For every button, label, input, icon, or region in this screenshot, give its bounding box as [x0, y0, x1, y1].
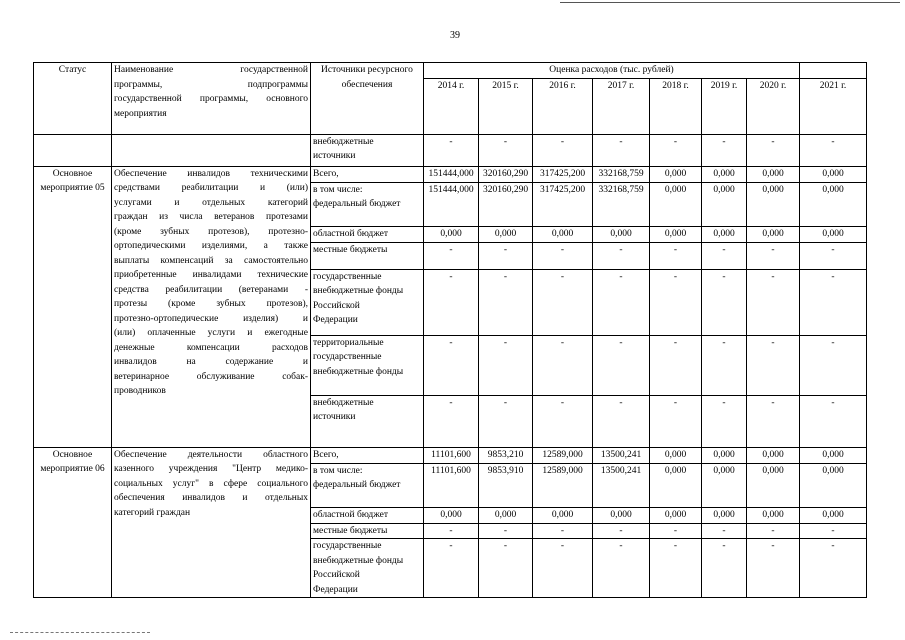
value-cell: -	[650, 134, 702, 166]
status-line: мероприятие 06	[40, 464, 105, 474]
value-cell: -	[533, 269, 593, 335]
name-line: ортопедическими изделиями, а также	[114, 241, 308, 251]
name-line: категорий граждан	[114, 507, 191, 518]
header-name-line: программы, подпрограммы	[114, 79, 308, 90]
name-line: денежные компенсации расходов	[114, 342, 308, 353]
value-cell: -	[479, 395, 533, 447]
source-line: источники	[313, 412, 356, 422]
bottom-rule	[10, 632, 150, 633]
source-cell	[311, 463, 424, 507]
value-cell: -	[593, 395, 650, 447]
value-cell: -	[424, 523, 479, 539]
value-cell: -	[424, 269, 479, 335]
value-cell: -	[747, 242, 800, 269]
value-cell: 0,000	[424, 226, 479, 242]
header-estimate: Оценка расходов (тыс. рублей)	[424, 63, 800, 79]
value-cell: 11101,600	[424, 463, 479, 507]
value-cell: 0,000	[702, 226, 747, 242]
value-cell: -	[747, 335, 800, 395]
source-line: государственные	[313, 541, 382, 551]
source-line: Федерации	[313, 584, 358, 595]
year-cell: 2014 г.	[424, 78, 479, 134]
value-cell: 0,000	[747, 166, 800, 182]
header-name	[112, 63, 311, 135]
value-cell: 0,000	[800, 182, 867, 226]
value-cell: 0,000	[747, 182, 800, 226]
source-line: внебюджетные фонды	[313, 286, 404, 296]
budget-table	[33, 62, 867, 598]
source-line: Всего,	[313, 449, 339, 460]
name-line: ветеринарное обслуживание собак-	[114, 371, 308, 382]
name-line: социальных услуг" в сфере социального	[114, 478, 308, 489]
source-line: внебюджетные	[313, 397, 374, 408]
value-cell: 0,000	[650, 226, 702, 242]
page-number: 39	[450, 30, 460, 41]
value-cell: -	[533, 395, 593, 447]
source-line: внебюджетные фонды	[313, 555, 404, 566]
header-source-line: обеспечения	[341, 79, 393, 90]
value-cell: -	[650, 242, 702, 269]
value-cell: -	[479, 539, 533, 598]
value-cell: 0,000	[650, 447, 702, 463]
year-cell: 2018 г.	[650, 78, 702, 134]
value-cell: -	[702, 269, 747, 335]
value-cell: -	[533, 523, 593, 539]
year-cell: 2020 г.	[747, 78, 800, 134]
name-line: протезно-ортопедические изделия) и	[114, 313, 308, 324]
header-row	[34, 63, 867, 79]
source-cell	[311, 539, 424, 598]
source-cell	[311, 134, 424, 166]
value-cell: -	[702, 242, 747, 269]
source-line: областной бюджет	[313, 509, 389, 520]
name-line: граждан из числа ветеранов протезами	[114, 212, 308, 222]
value-cell: -	[747, 269, 800, 335]
name-line: услугами и отдельных категорий	[114, 197, 308, 208]
value-cell: 0,000	[800, 463, 867, 507]
value-cell: 0,000	[702, 447, 747, 463]
value-cell: 0,000	[650, 182, 702, 226]
source-line: источники	[313, 151, 356, 161]
year-cell: 2016 г.	[533, 78, 593, 134]
value-cell: 317425,200	[533, 166, 593, 182]
source-cell	[311, 166, 424, 182]
value-cell: -	[650, 335, 702, 395]
source-line: Всего,	[313, 168, 339, 179]
header-name-line: Наименование государственной	[114, 65, 308, 75]
source-line: Федерации	[313, 315, 358, 325]
name-line: Обеспечение деятельности областного	[114, 449, 308, 460]
name-line: (или) оплаченные услуги и ежегодные	[114, 328, 308, 338]
value-cell: -	[533, 242, 593, 269]
year-cell: 2015 г.	[479, 78, 533, 134]
source-line: государственные	[313, 352, 382, 362]
source-line: местные бюджеты	[313, 525, 388, 536]
value-cell: -	[650, 395, 702, 447]
value-cell: 9853,910	[479, 463, 533, 507]
source-line: Российской	[313, 300, 360, 311]
value-cell: 0,000	[747, 507, 800, 523]
value-cell: -	[702, 335, 747, 395]
source-cell	[311, 507, 424, 523]
value-cell: 0,000	[650, 507, 702, 523]
header-status: Статус	[34, 63, 112, 135]
value-cell: 151444,000	[424, 182, 479, 226]
source-line: внебюджетные фонды	[313, 366, 404, 377]
header-source	[311, 63, 424, 135]
value-cell: 0,000	[702, 182, 747, 226]
name-line: приобретенные инвалидами технические	[114, 270, 308, 280]
source-cell	[311, 269, 424, 335]
value-cell: 0,000	[533, 507, 593, 523]
source-line: местные бюджеты	[313, 244, 388, 255]
name-line: средствами реабилитации и (или)	[114, 183, 308, 193]
name-line: протезы (кроме зубных протезов),	[114, 299, 308, 309]
value-cell: 13500,241	[593, 463, 650, 507]
table-row	[34, 166, 867, 182]
value-cell: -	[650, 523, 702, 539]
value-cell: -	[650, 539, 702, 598]
value-cell: -	[800, 134, 867, 166]
name-line: выплаты компенсаций за самостоятельно	[114, 255, 308, 266]
value-cell: -	[533, 335, 593, 395]
value-cell: 151444,000	[424, 166, 479, 182]
source-line: внебюджетные	[313, 136, 374, 147]
status-line: мероприятие 05	[40, 183, 105, 193]
name-line: Обеспечение инвалидов техническими	[114, 168, 308, 179]
value-cell: -	[593, 134, 650, 166]
value-cell: -	[593, 242, 650, 269]
source-line: федеральный бюджет	[313, 480, 401, 490]
value-cell: 0,000	[479, 507, 533, 523]
name-line: проводников	[114, 386, 166, 396]
value-cell: -	[702, 134, 747, 166]
name-cell	[112, 447, 311, 598]
value-cell: -	[747, 134, 800, 166]
value-cell: -	[800, 269, 867, 335]
value-cell: 0,000	[800, 447, 867, 463]
value-cell: 0,000	[650, 463, 702, 507]
status-line: Основное	[52, 449, 93, 460]
source-line: в том числе:	[313, 184, 363, 195]
value-cell: 12589,000	[533, 447, 593, 463]
value-cell: -	[479, 523, 533, 539]
source-cell	[311, 447, 424, 463]
value-cell: -	[424, 242, 479, 269]
value-cell: 332168,759	[593, 182, 650, 226]
value-cell: 0,000	[702, 463, 747, 507]
year-cell: 2017 г.	[593, 78, 650, 134]
value-cell: 0,000	[702, 166, 747, 182]
value-cell: 0,000	[533, 226, 593, 242]
source-cell	[311, 523, 424, 539]
value-cell: 0,000	[702, 507, 747, 523]
value-cell: -	[702, 539, 747, 598]
value-cell: 0,000	[650, 166, 702, 182]
value-cell: 12589,000	[533, 463, 593, 507]
value-cell: -	[702, 395, 747, 447]
source-line: федеральный бюджет	[313, 199, 401, 209]
value-cell: -	[479, 269, 533, 335]
status-cell	[34, 447, 112, 598]
name-cell	[112, 166, 311, 447]
value-cell: 9853,210	[479, 447, 533, 463]
source-line: Российской	[313, 570, 360, 580]
source-line: государственные	[313, 271, 382, 282]
table-body	[34, 63, 867, 598]
source-cell	[311, 395, 424, 447]
value-cell: -	[800, 523, 867, 539]
name-line: (кроме зубных протезов), протезно-	[114, 226, 308, 237]
value-cell: -	[533, 539, 593, 598]
value-cell: -	[702, 523, 747, 539]
value-cell: -	[800, 335, 867, 395]
value-cell: 0,000	[800, 166, 867, 182]
source-line: территориальные	[313, 337, 384, 348]
value-cell: -	[424, 395, 479, 447]
source-cell	[311, 335, 424, 395]
name-line: обеспечения инвалидов и отдельных	[114, 493, 308, 503]
value-cell: -	[424, 134, 479, 166]
value-cell: -	[424, 539, 479, 598]
value-cell: 0,000	[593, 226, 650, 242]
value-cell: -	[593, 523, 650, 539]
value-cell: 332168,759	[593, 166, 650, 182]
status-cell	[34, 134, 112, 166]
header-blank	[800, 63, 867, 79]
source-cell	[311, 242, 424, 269]
value-cell: -	[479, 335, 533, 395]
value-cell: 0,000	[747, 226, 800, 242]
table-row	[34, 447, 867, 463]
header-name-line: государственной программы, основного	[114, 94, 308, 104]
header-name-line: мероприятия	[114, 108, 167, 119]
value-cell: -	[533, 134, 593, 166]
value-cell: 0,000	[747, 463, 800, 507]
source-cell	[311, 182, 424, 226]
table-row	[34, 134, 867, 166]
name-line: казенного учреждения "Центр медико-	[114, 464, 308, 474]
year-cell: 2021 г.	[800, 78, 867, 134]
value-cell: 11101,600	[424, 447, 479, 463]
value-cell: -	[747, 395, 800, 447]
value-cell: -	[593, 539, 650, 598]
status-cell	[34, 166, 112, 447]
status-line: Основное	[52, 168, 93, 179]
value-cell: 0,000	[593, 507, 650, 523]
header-source-line: Источники ресурсного	[321, 65, 413, 75]
value-cell: -	[800, 395, 867, 447]
value-cell: -	[747, 523, 800, 539]
name-cell	[112, 134, 311, 166]
value-cell: 0,000	[424, 507, 479, 523]
value-cell: -	[747, 539, 800, 598]
value-cell: -	[479, 134, 533, 166]
value-cell: -	[593, 269, 650, 335]
name-line: средства реабилитации (ветеранами -	[114, 284, 308, 295]
value-cell: -	[593, 335, 650, 395]
top-rule	[560, 2, 900, 3]
source-cell	[311, 226, 424, 242]
value-cell: 0,000	[479, 226, 533, 242]
value-cell: 0,000	[800, 507, 867, 523]
value-cell: 320160,290	[479, 182, 533, 226]
value-cell: -	[800, 539, 867, 598]
value-cell: 317425,200	[533, 182, 593, 226]
value-cell: 320160,290	[479, 166, 533, 182]
value-cell: -	[424, 335, 479, 395]
source-line: областной бюджет	[313, 228, 389, 239]
value-cell: -	[650, 269, 702, 335]
value-cell: -	[800, 242, 867, 269]
value-cell: -	[479, 242, 533, 269]
value-cell: 13500,241	[593, 447, 650, 463]
year-cell: 2019 г.	[702, 78, 747, 134]
value-cell: 0,000	[747, 447, 800, 463]
source-line: в том числе:	[313, 465, 363, 476]
value-cell: 0,000	[800, 226, 867, 242]
name-line: инвалидов на содержание и	[114, 357, 308, 367]
